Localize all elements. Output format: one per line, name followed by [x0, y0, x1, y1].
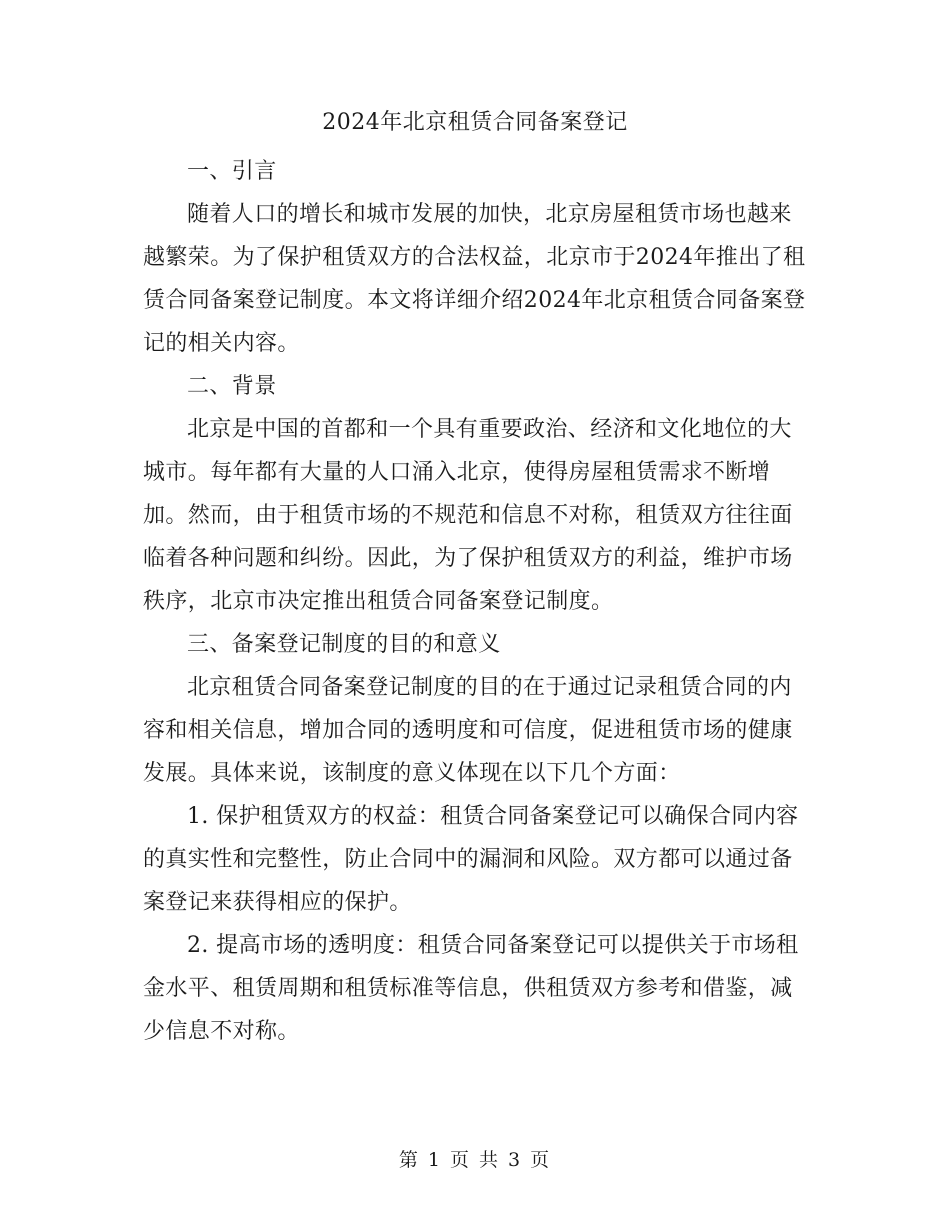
list-item-market-transparency: 2. 提高市场的透明度：租赁合同备案登记可以提供关于市场租金水平、租赁周期和租赁标准等信息，供租赁双方参考和借鉴，减少信息不对称。 [143, 933, 799, 1044]
list-item-protect-rights: 1. 保护租赁双方的权益：租赁合同备案登记可以确保合同内容的真实性和完整性，防止合同中的漏洞和风险。双方都可以通过备案登记来获得相应的保护。 [143, 804, 799, 915]
document-title: 2024年北京租赁合同备案登记 [322, 110, 628, 135]
section-heading-introduction: 一、引言 [187, 159, 277, 184]
section-heading-background: 二、背景 [187, 374, 277, 399]
paragraph-background: 北京是中国的首都和一个具有重要政治、经济和文化地位的大城市。每年都有大量的人口涌入北京，使得房屋租赁需求不断增加。然而，由于租赁市场的不规范和信息不对称，租赁双方往往面临着各种问题和纠纷。因此，为了保护租赁双方的利益，维护市场秩序，北京市决定推出租赁合同备案登记制度。 [143, 417, 793, 614]
page-footer [0, 1146, 950, 1174]
document-body [143, 150, 809, 1053]
section-heading-purpose: 三、备案登记制度的目的和意义 [187, 632, 501, 657]
paragraph-introduction: 随着人口的增长和城市发展的加快，北京房屋租赁市场也越来越繁荣。为了保护租赁双方的合法权益，北京市于2024年推出了租赁合同备案登记制度。本文将详细介绍2024年北京租赁合同备案登记的相关内容。 [143, 202, 806, 356]
page-number-label: 第 1 页 共 3 页 [398, 1149, 552, 1171]
paragraph-purpose: 北京租赁合同备案登记制度的目的在于通过记录租赁合同的内容和相关信息，增加合同的透明度和可信度，促进租赁市场的健康发展。具体来说，该制度的意义体现在以下几个方面： [143, 675, 793, 786]
